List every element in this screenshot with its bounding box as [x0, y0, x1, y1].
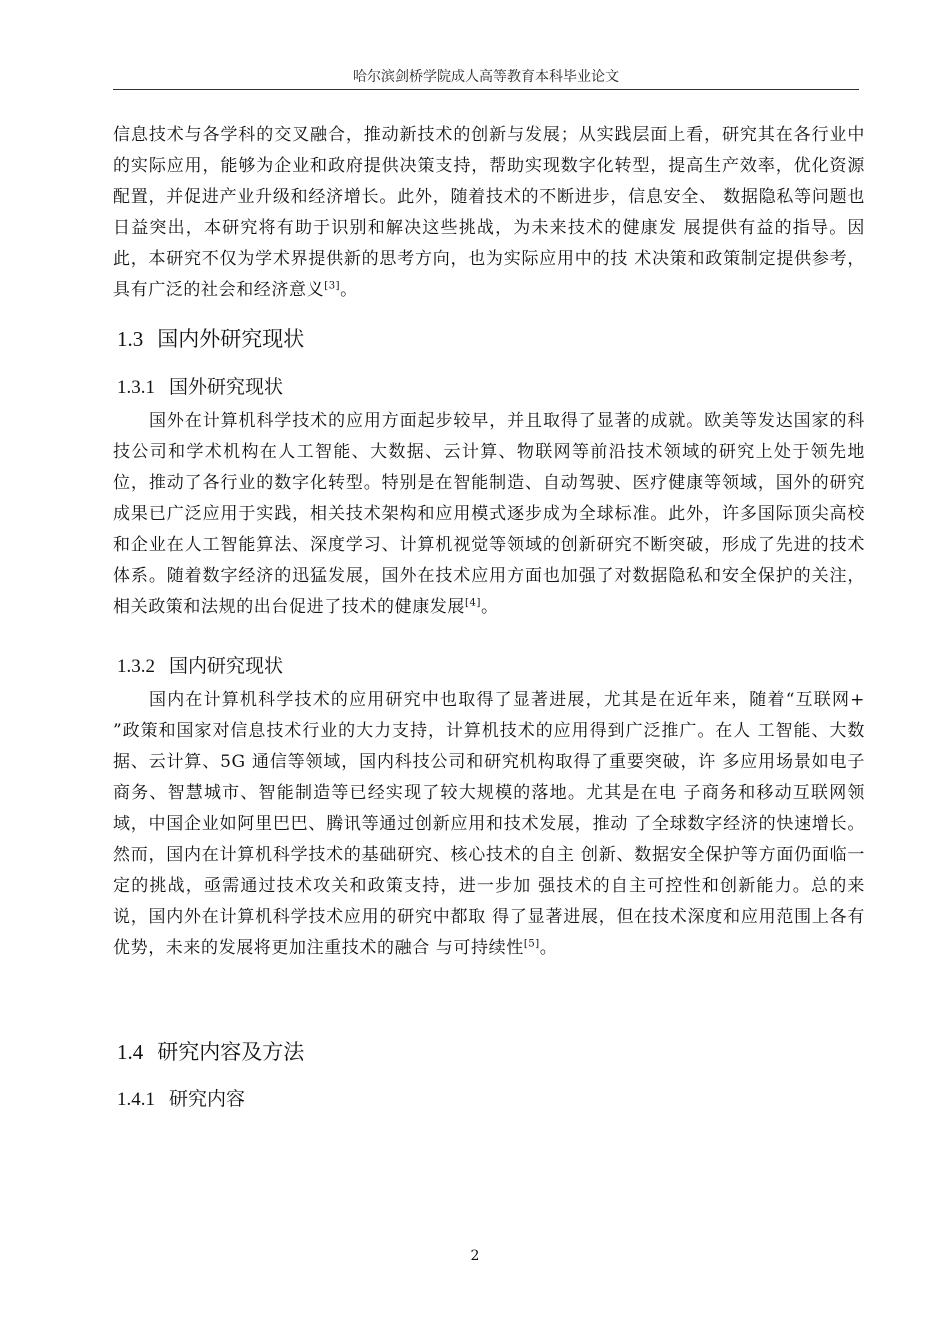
section-title: 国内外研究现状	[157, 327, 305, 351]
paragraph-domestic-research	[113, 685, 865, 964]
paragraph-text: 国内在计算机科学技术的应用研究中也取得了显著进展，尤其是在近年来，随着“互联网+ ”政策和国家对信息技术行业的大力支持，计算机技术的应用得到广泛推广。在人 工智能、大数据、云计算、5G 通信等领域，国内科技公司和研究机构取得了重要突破，许 多应用场景如电子商务、智慧城市、智能制造等已经实现了较大规模的落地。尤其是在电 子商务和移动互联网领域，中国企业如阿里巴巴、腾讯等通过创新应用和技术发展，推动 了全球数字经济的快速增长。然而，国内在计算机科学技术的基础研究、核心技术的自主 创新、数据安全保护等方面仍面临一定的挑战，亟需通过技术攻关和政策支持，进一步加 强技术的自主可控性和创新能力。总的来说，国内外在计算机科学技术应用的研究中都取 得了显著进展，但在技术深度和应用范围上各有优势，未来的发展将更加注重技术的融合 与可持续性	[113, 690, 865, 958]
section-number: 1.3.2	[117, 656, 155, 677]
paragraph-end: 。	[340, 280, 358, 300]
subsection-heading-1-3-1	[117, 372, 283, 399]
section-heading-1-3	[117, 323, 304, 353]
section-heading-1-4	[117, 1036, 304, 1066]
paragraph-text: 国外在计算机科学技术的应用方面起步较早，并且取得了显著的成就。欧美等发达国家的科技公司和学术机构在人工智能、大数据、云计算、物联网等前沿技术领域的研究上处于领先地位，推动了各行业的数字化转型。特别是在智能制造、自动驾驶、医疗健康等领域，国外的研究成果已广泛应用于实践，相关技术架构和应用模式逐步成为全球标准。此外，许多国际顶尖高校和企业在人工智能算法、深度学习、计算机视觉等领域的创新研究不断突破，形成了先进的技术体系。随着数字经济的迅猛发展，国外在技术应用方面也加强了对数据隐私和安全保护的关注，相关政策和法规的出台促进了技术的健康发展	[113, 411, 865, 617]
section-number: 1.4	[117, 1040, 144, 1064]
paragraph-end: 。	[480, 597, 499, 617]
paragraph-foreign-research	[113, 406, 865, 623]
section-title: 研究内容及方法	[157, 1040, 305, 1064]
citation-ref: [5]	[523, 938, 540, 950]
section-title: 国内研究现状	[169, 655, 284, 677]
paragraph-significance	[113, 120, 865, 306]
subsection-heading-1-3-2	[117, 651, 283, 678]
section-title: 研究内容	[169, 1088, 246, 1110]
citation-ref: [3]	[324, 280, 341, 292]
paragraph-end: 。	[539, 938, 558, 958]
page-header: 哈尔滨剑桥学院成人高等教育本科毕业论文	[353, 69, 619, 85]
header-divider	[113, 89, 859, 90]
section-number: 1.3	[117, 327, 144, 351]
section-number: 1.4.1	[117, 1089, 155, 1110]
citation-ref: [4]	[465, 597, 481, 609]
page-number: 2	[470, 1248, 480, 1264]
subsection-heading-1-4-1	[117, 1084, 245, 1111]
section-title: 国外研究现状	[169, 376, 284, 398]
section-number: 1.3.1	[117, 377, 155, 398]
paragraph-text: 信息技术与各学科的交叉融合，推动新技术的创新与发展；从实践层面上看，研究其在各行业中的实际应用，能够为企业和政府提供决策支持，帮助实现数字化转型，提高生产效率，优化资源配置，并促进产业升级和经济增长。此外，随着技术的不断进步，信息安全、 数据隐私等问题也日益突出，本研究将有助于识别和解决这些挑战，为未来技术的健康发 展提供有益的指导。因此，本研究不仅为学术界提供新的思考方向，也为实际应用中的技 术决策和政策制定提供参考，具有广泛的社会和经济意义	[113, 125, 865, 300]
